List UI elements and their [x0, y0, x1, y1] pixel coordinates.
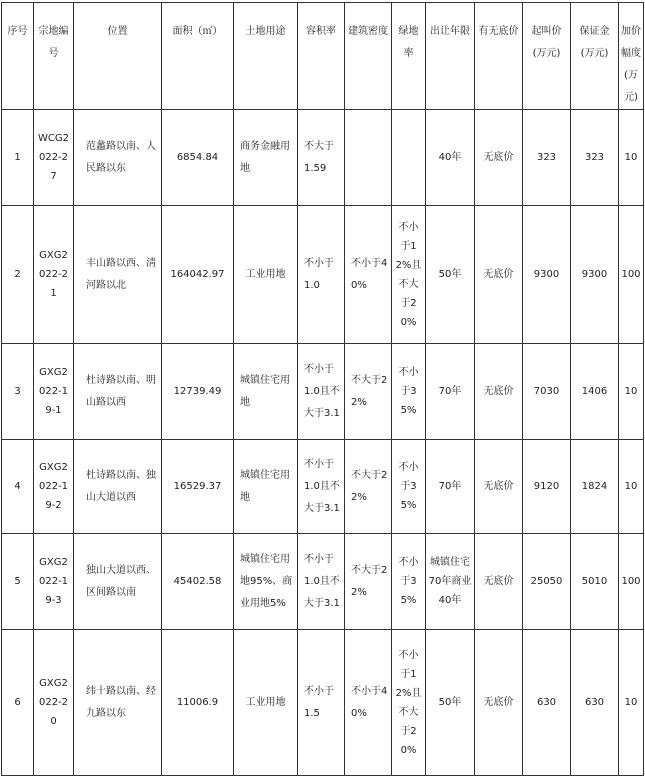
- cell-use: 工业用地: [234, 630, 298, 776]
- cell-reserve: 无底价: [475, 534, 523, 630]
- cell-start-price: 323: [523, 110, 571, 206]
- cell-term: 40年: [426, 110, 475, 206]
- cell-green: [392, 110, 426, 206]
- cell-term: 50年: [426, 206, 475, 344]
- cell-location: 独山大道以西、区间路以南: [74, 534, 162, 630]
- cell-far: 不大于1.59: [298, 110, 345, 206]
- cell-area: 11006.9: [162, 630, 234, 776]
- cell-reserve: 无底价: [475, 630, 523, 776]
- table-row: [2, 110, 644, 206]
- cell-reserve: 无底价: [475, 110, 523, 206]
- table-row: [2, 440, 644, 534]
- cell-reserve: 无底价: [475, 440, 523, 534]
- cell-far: 不小于1.0且不大于3.1: [298, 344, 345, 440]
- cell-location: 纬十路以南、经九路以东: [74, 630, 162, 776]
- cell-deposit: 630: [571, 630, 619, 776]
- cell-start-price: 9120: [523, 440, 571, 534]
- cell-density: 不小于40%: [345, 206, 392, 344]
- cell-deposit: 9300: [571, 206, 619, 344]
- cell-far: 不小于1.5: [298, 630, 345, 776]
- cell-area: 45402.58: [162, 534, 234, 630]
- table-header-row: [2, 3, 644, 110]
- cell-increment: 10: [619, 630, 644, 776]
- header-reserve: 有无底价: [475, 3, 523, 110]
- cell-start-price: 7030: [523, 344, 571, 440]
- cell-green: 不小于35%: [392, 344, 426, 440]
- cell-seq: 3: [2, 344, 34, 440]
- cell-seq: 5: [2, 534, 34, 630]
- cell-code: GXG2022-19-1: [34, 344, 74, 440]
- cell-green: 不小于35%: [392, 534, 426, 630]
- cell-location: 丰山路以西、淸河路以北: [74, 206, 162, 344]
- header-increment: 加价幅度(万元): [619, 3, 644, 110]
- cell-green: 不小于12%且不大于20%: [392, 630, 426, 776]
- cell-use: 工业用地: [234, 206, 298, 344]
- cell-green: 不小于35%: [392, 440, 426, 534]
- header-location: 位置: [74, 3, 162, 110]
- cell-area: 164042.97: [162, 206, 234, 344]
- cell-code: GXG2022-20: [34, 630, 74, 776]
- cell-deposit: 5010: [571, 534, 619, 630]
- header-far: 容积率: [298, 3, 345, 110]
- cell-seq: 2: [2, 206, 34, 344]
- cell-far: 不小于1.0: [298, 206, 345, 344]
- cell-increment: 100: [619, 534, 644, 630]
- cell-increment: 10: [619, 110, 644, 206]
- cell-far: 不小于1.0且不大于3.1: [298, 534, 345, 630]
- cell-area: 6854.84: [162, 110, 234, 206]
- header-seq: 序号: [2, 3, 34, 110]
- cell-use: 城镇住宅用地: [234, 344, 298, 440]
- cell-density: [345, 110, 392, 206]
- table-row: [2, 630, 644, 776]
- cell-location: 杜诗路以南、明山路以西: [74, 344, 162, 440]
- cell-use: 城镇住宅用地95%、商业用地5%: [234, 534, 298, 630]
- cell-seq: 4: [2, 440, 34, 534]
- table-row: [2, 344, 644, 440]
- cell-increment: 100: [619, 206, 644, 344]
- cell-start-price: 25050: [523, 534, 571, 630]
- land-auction-table: [1, 2, 644, 776]
- cell-code: WCG2022-27: [34, 110, 74, 206]
- header-area: 面积（㎡）: [162, 3, 234, 110]
- cell-reserve: 无底价: [475, 206, 523, 344]
- cell-code: GXG2022-19-3: [34, 534, 74, 630]
- header-green: 绿地率: [392, 3, 426, 110]
- cell-location: 范蠡路以南、人民路以东: [74, 110, 162, 206]
- table-row: [2, 534, 644, 630]
- cell-term: 城镇住宅70年商业40年: [426, 534, 475, 630]
- cell-use: 商务金融用地: [234, 110, 298, 206]
- cell-start-price: 9300: [523, 206, 571, 344]
- header-use: 土地用途: [234, 3, 298, 110]
- cell-increment: 10: [619, 344, 644, 440]
- cell-term: 70年: [426, 440, 475, 534]
- header-start-price: 起叫价(万元): [523, 3, 571, 110]
- cell-density: 不小于40%: [345, 630, 392, 776]
- cell-reserve: 无底价: [475, 344, 523, 440]
- table-row: [2, 206, 644, 344]
- cell-deposit: 1406: [571, 344, 619, 440]
- header-deposit: 保证金(万元): [571, 3, 619, 110]
- header-code: 宗地编号: [34, 3, 74, 110]
- cell-use: 城镇住宅用地: [234, 440, 298, 534]
- cell-location: 杜诗路以南、独山大道以西: [74, 440, 162, 534]
- cell-seq: 6: [2, 630, 34, 776]
- cell-density: 不大于22%: [345, 534, 392, 630]
- cell-increment: 10: [619, 440, 644, 534]
- cell-far: 不小于1.0且不大于3.1: [298, 440, 345, 534]
- cell-area: 16529.37: [162, 440, 234, 534]
- cell-code: GXG2022-21: [34, 206, 74, 344]
- cell-start-price: 630: [523, 630, 571, 776]
- cell-green: 不小于12%且不大于20%: [392, 206, 426, 344]
- cell-term: 50年: [426, 630, 475, 776]
- header-density: 建筑密度: [345, 3, 392, 110]
- cell-seq: 1: [2, 110, 34, 206]
- cell-deposit: 323: [571, 110, 619, 206]
- cell-area: 12739.49: [162, 344, 234, 440]
- cell-term: 70年: [426, 344, 475, 440]
- header-term: 出让年限: [426, 3, 475, 110]
- cell-density: 不大于22%: [345, 440, 392, 534]
- cell-code: GXG2022-19-2: [34, 440, 74, 534]
- cell-density: 不大于22%: [345, 344, 392, 440]
- cell-deposit: 1824: [571, 440, 619, 534]
